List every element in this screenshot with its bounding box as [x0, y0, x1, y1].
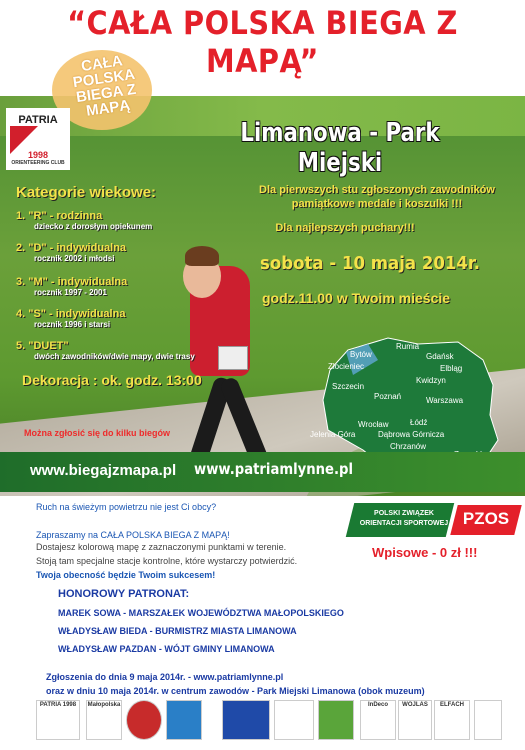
city-label: Łódź	[410, 418, 428, 427]
city-label: Warszawa	[426, 396, 464, 405]
category-sub: dwóch zawodników/dwie mapy, dwie trasy	[34, 352, 195, 361]
sponsor-name: InDeco	[367, 702, 388, 708]
sponsor-name: Małopolska	[87, 702, 121, 708]
category-sub: rocznik 2002 i młodsi	[34, 254, 115, 263]
pzos-abbr: PZOS	[462, 509, 510, 528]
invite-line: Dostajesz kolorową mapę z zaznaczonymi punktami w terenie.	[36, 542, 287, 552]
patron-line: WŁADYSŁAW PAZDAN - WÓJT GMINY LIMANOWA	[58, 644, 275, 654]
sponsor-crest	[126, 700, 162, 740]
eu-flag-logo	[222, 700, 270, 740]
honorary-title: HONOROWY PATRONAT:	[58, 588, 190, 600]
category-item	[16, 340, 195, 361]
invite-line: Stoją tam specjalne stacje kontrolne, które wystarczy potwierdzić.	[36, 556, 298, 566]
city-label: Rumia	[396, 342, 420, 351]
sponsor-name: ELFACH	[440, 702, 464, 708]
multi-run-note: Można zgłosić się do kilku biegów	[24, 428, 171, 438]
city-label: Dąbrowa Górnicza	[378, 430, 445, 439]
sponsor-logo	[318, 700, 354, 740]
category-label: 5. "DUET"	[16, 340, 69, 352]
registration-line: oraz w dniu 10 maja 2014r. w centrum zawodów - Park Miejski Limanowa (obok muzeum)	[46, 686, 425, 696]
city-label: Gdańsk	[426, 352, 454, 361]
prizes-note: Dla pierwszych stu zgłoszonych zawodników pamiątkowe medale i koszulki !!!	[259, 184, 495, 210]
category-label: 4. "S" - indywidualna	[16, 308, 126, 320]
city-label: Bytów	[350, 350, 372, 359]
pzos-line: POLSKI ZWIĄZEK	[374, 510, 434, 517]
patron-line: MAREK SOWA - MARSZAŁEK WOJEWÓDZTWA MAŁOPOLSKIEGO	[58, 608, 344, 618]
sponsor-bar	[0, 700, 525, 744]
sponsor-name: WOJLAS	[402, 702, 428, 708]
sponsor-logo	[434, 700, 470, 740]
pzos-logo	[350, 503, 520, 537]
event-date: sobota - 10 maja 2014r.	[260, 253, 481, 274]
event-time: godz.11.00 w Twoim mieście	[262, 290, 451, 306]
patria-logo-year: 1998	[27, 150, 49, 160]
sponsor-name: PATRIA 1998	[39, 702, 77, 708]
runner-map	[218, 346, 248, 370]
sponsor-crest	[166, 700, 202, 740]
sponsor-logo	[474, 700, 502, 740]
category-label: 3. "M" - indywidualna	[16, 276, 128, 288]
category-item	[16, 308, 125, 329]
city-label: Wrocław	[358, 420, 389, 429]
category-item	[16, 276, 127, 297]
sponsor-logo	[36, 700, 80, 740]
event-place: Limanowa - Park Miejski	[240, 118, 440, 178]
runner-hair	[185, 246, 219, 266]
category-label: 2. "D" - indywidualna	[16, 242, 127, 254]
patria-logo-club: ORIENTEERING CLUB	[11, 160, 65, 166]
decoration-time: Dekoracja : ok. godz. 13:00	[22, 372, 202, 388]
city-label: Poznań	[374, 392, 402, 401]
pzos-line: ORIENTACJI SPORTOWEJ	[359, 520, 449, 527]
url-biegajzmapa[interactable]: www.biegajzmapa.pl	[30, 462, 177, 479]
category-item	[16, 210, 152, 231]
city-label: Elbląg	[440, 364, 463, 373]
categories-title: Kategorie wiekowe:	[16, 184, 157, 201]
sponsor-logo	[398, 700, 432, 740]
city-label: Szczecin	[332, 382, 365, 391]
city-label: Chrzanów	[390, 442, 427, 451]
patron-line: WŁADYSŁAW BIEDA - BURMISTRZ MIASTA LIMANOWA	[58, 626, 297, 636]
category-label: 1. "R" - rodzinna	[16, 210, 103, 222]
invite-line: Twoja obecność będzie Twoim sukcesem!	[36, 570, 216, 580]
category-item	[16, 242, 126, 263]
sponsor-logo	[360, 700, 396, 740]
registration-line: Zgłoszenia do dnia 9 maja 2014r. - www.patriamlynne.pl	[46, 672, 284, 682]
badge-logo-text: CAŁA POLSKA BIEGA Z MAPĄ	[71, 52, 138, 120]
city-label: Kwidzyn	[416, 376, 446, 385]
category-sub: rocznik 1996 i starsi	[34, 320, 111, 329]
pzos-logo-text	[358, 509, 450, 529]
sponsor-logo	[86, 700, 122, 740]
patria-logo-name: PATRIA	[18, 114, 58, 126]
poster-title: “CAŁA POLSKA BIEGA Z MAPĄ”	[67, 4, 458, 80]
entry-fee: Wpisowe - 0 zł !!!	[372, 545, 478, 560]
category-sub: rocznik 1997 - 2001	[34, 288, 107, 297]
trophies-note: Dla najlepszych puchary!!!	[275, 222, 415, 234]
city-label: Jelenia Góra	[310, 430, 356, 439]
invite-line: Zapraszamy na CAŁA POLSKA BIEGA Z MAPĄ!	[36, 530, 230, 540]
url-patriamlynne[interactable]: www.patriamlynne.pl	[194, 460, 353, 478]
category-sub: dziecko z dorosłym opiekunem	[34, 222, 153, 231]
city-label: Złocieniec	[328, 362, 365, 371]
question-text: Ruch na świeżym powietrzu nie jest Ci obcy?	[36, 502, 217, 512]
sponsor-logo	[274, 700, 314, 740]
